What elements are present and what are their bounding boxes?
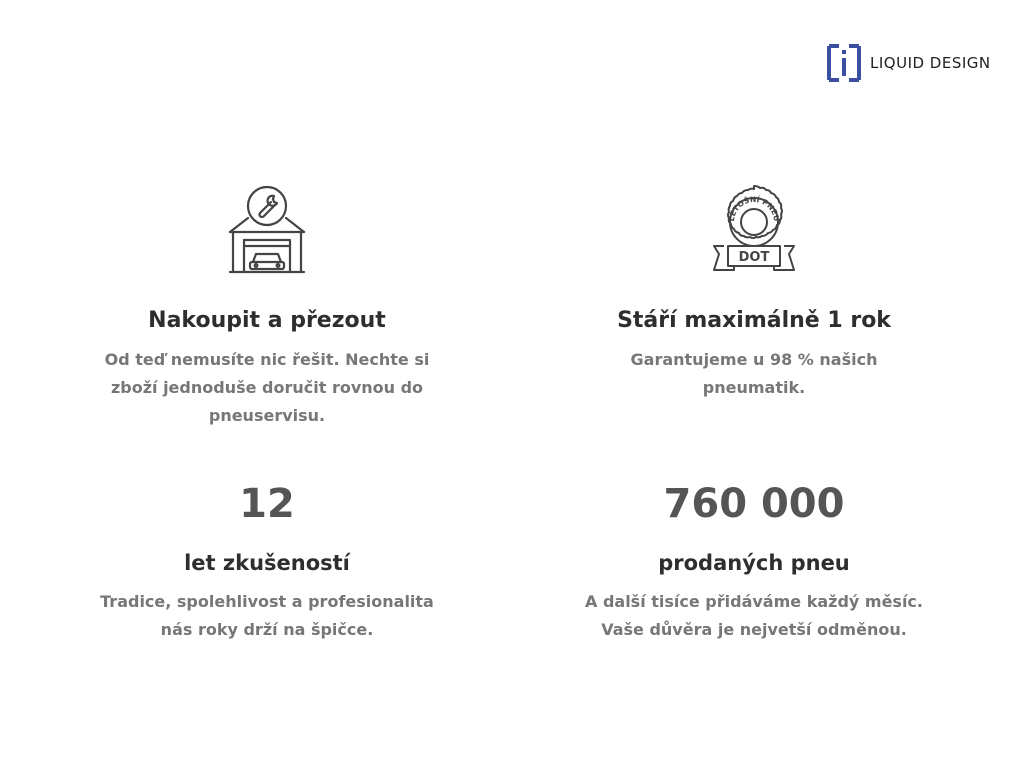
feature-tire-age <box>544 182 964 402</box>
liquid-design-logo-icon <box>827 44 861 82</box>
feature-description: Od teď nemusíte nic řešit. Nechte si zboží jednoduše doručit rovnou do pneuservisu. <box>104 350 430 425</box>
stat-description: A další tisíce přidáváme každý měsíc. Vaše důvěra je nejvetší odměnou. <box>584 592 923 639</box>
stat-description: Tradice, spolehlivost a profesionalita nás roky drží na špičce. <box>100 592 434 639</box>
stat-title: prodaných pneu <box>658 551 850 575</box>
tire-dot-badge-icon <box>706 182 802 274</box>
stat-number: 760 000 <box>663 481 845 527</box>
tire-ribbon-text: DOT <box>738 250 770 265</box>
tire-arc-text: LETOŠNÍ PNEU <box>726 194 782 222</box>
feature-title: Stáří maximálně 1 rok <box>617 308 891 333</box>
stat-title: let zkušeností <box>184 551 350 575</box>
feature-title: Nakoupit a přezout <box>148 308 386 333</box>
stat-experience <box>57 480 477 644</box>
garage-wrench-icon <box>227 182 307 274</box>
feature-buy-and-swap <box>57 182 477 430</box>
feature-description: Garantujeme u 98 % našich pneumatik. <box>630 350 878 397</box>
stat-number: 12 <box>239 481 295 527</box>
logo-text: LIQUID DESIGN <box>870 53 991 72</box>
stat-tires-sold <box>544 480 964 644</box>
brand-logo[interactable] <box>827 44 991 82</box>
